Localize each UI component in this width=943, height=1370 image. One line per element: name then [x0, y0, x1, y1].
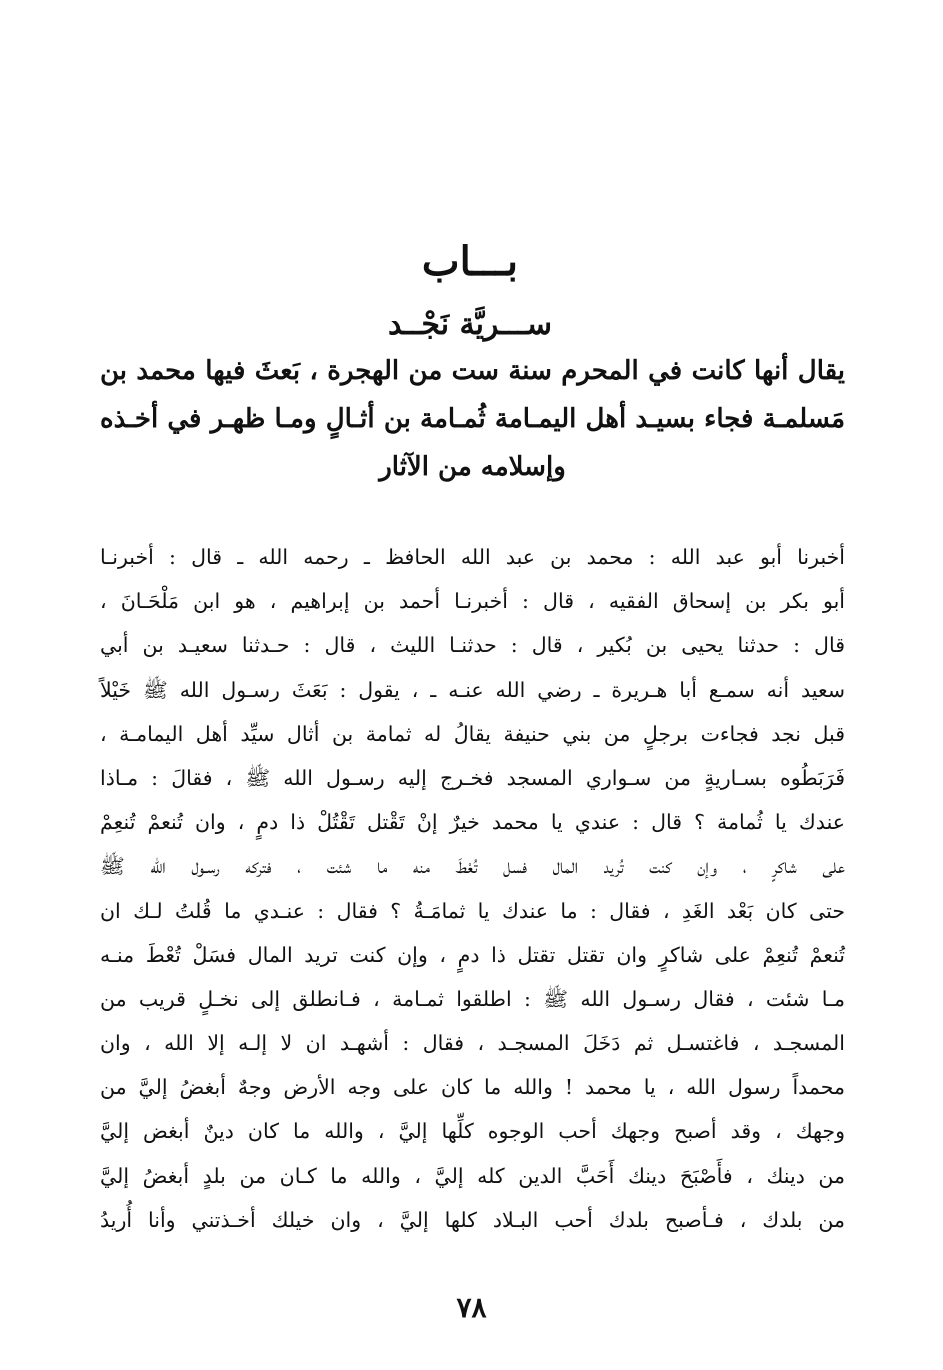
body-line: تُنعمْ تُنعِمْ على شاكرٍ وان تقتل تقتل ذا دمٍ ، وإن كنت تريد المال فسَلْ تُعْطَ منـه	[100, 942, 845, 967]
chapter-subtitle: ســـريَّة نَجْــد	[388, 307, 552, 342]
body-text	[100, 535, 845, 1242]
body-line: مـا شئت ، فقال رسـول الله ﷺ : اطلقوا ثمـامة ، فـانطلق إلى نخـلٍ قريب من	[100, 986, 845, 1011]
intro-line: يقال أنها كانت في المحرم سنة ست من الهجرة ، بَعثَ فيها محمد بن	[100, 356, 845, 386]
intro-line: مَسلمـة فجاء بسيـد أهل اليمـامة ثُمـامة بن أثـالٍ ومـا ظهـر في أخـذه	[100, 404, 845, 434]
body-line: محمداً رسول الله ، يا محمد ! والله ما كان على وجه الأرض وجهٌ أبغضُ إليَّ من	[100, 1075, 845, 1100]
chapter-label: بـــاب	[421, 238, 519, 285]
page-number: ٧٨	[456, 1291, 487, 1324]
body-line: وجهك ، وقد أصبح وجهك أحب الوجوه كلِّها إليَّ ، والله ما كان دينٌ أبغض إليَّ	[100, 1119, 845, 1144]
body-line: من دينك ، فأَصْبَحَ دينك أَحَبَّ الدين كله إليَّ ، والله ما كـان من بلدٍ أبغضُ إليَّ	[100, 1163, 845, 1188]
body-line: عندك يا ثُمامة ؟ قال : عندي يا محمد خيرٌ إنْ تَقْتل تَقْتُلْ ذا دمٍ ، وان تُنعمْ تُنعِمْ	[100, 810, 845, 835]
intro-line: وإسلامه من الآثار	[379, 452, 566, 482]
body-line: أبو بكر بن إسحاق الفقيه ، قال : أخبرنـا أحمد بن إبراهيم ، هو ابن مَلْحَـانَ ،	[100, 589, 845, 614]
body-line: قبل نجد فجاءت برجلٍ من بني حنيفة يقالُ له ثمامة بن أثال سيِّد أهل اليمامـة ،	[100, 721, 845, 746]
body-line: قال : حدثنا يحيى بن بُكير ، قال : حدثنـا الليث ، قال : حـدثنا سعيـد بن أبي	[100, 633, 845, 658]
chapter-intro	[100, 347, 845, 491]
body-line: من بلدك ، فـأصبح بلدك أحب البـلاد كلها إليَّ ، وان خيلك أخـذتني وأنا أُريدُ	[100, 1207, 845, 1232]
body-line: فَرَبَطُوه بسـاريةٍ من سـواري المسجد فخـرج إليه رسـول الله ﷺ ، فقالَ : مـاذا	[100, 765, 845, 790]
body-line: سعيد أنه سمـع أبا هـريرة ـ رضي الله عنـه ـ ، يقول : بَعَثَ رسـول الله ﷺ خَيْلاً	[100, 677, 845, 702]
body-line: أخبرنا أبو عبد الله : محمد بن عبد الله الحافظ ـ رحمه الله ـ قال : أخبرنـا	[100, 545, 845, 569]
body-line: على شاكرٍ ، وإن كنت تُريد المال فسل تُعْطَ منه ما شئت ، فتركه رسـول الله ﷺ	[100, 854, 845, 879]
body-line: حتى كان بَعْد الغَدِ ، فقال : ما عندك يا ثمامَـةُ ؟ فقال : عنـدي ما قُلتُ لـك ان	[100, 898, 845, 923]
body-line: المسجـد ، فاغتسـل ثم دَخَلَ المسجـد ، فقال : أشهـد ان لا إلـه إلا الله ، وان	[100, 1031, 845, 1056]
